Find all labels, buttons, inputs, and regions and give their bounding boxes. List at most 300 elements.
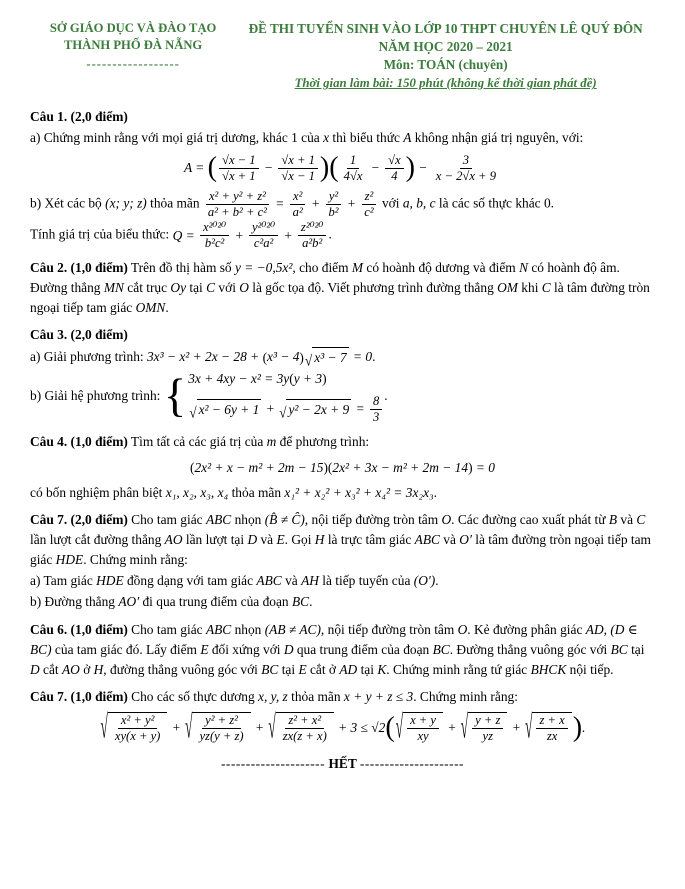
inline-math: B: [608, 512, 618, 527]
cau7a-parta: [30, 571, 655, 591]
exam-title: ĐỀ THI TUYỂN SINH VÀO LỚP 10 THPT CHUYÊN LÊ QUÝ ĐÔN: [248, 21, 643, 36]
paren-group: [208, 153, 330, 184]
inline-math: ABC: [205, 621, 232, 637]
math-fragment: yz(y + z): [199, 728, 244, 743]
plain-text: và: [617, 512, 637, 527]
fraction: [361, 189, 376, 220]
math-fragment: c²a²: [253, 236, 274, 251]
fraction: [205, 189, 270, 220]
inline-math: HDE: [55, 552, 84, 568]
inline-math: D: [30, 661, 40, 677]
plain-text: có hoành độ dương và điểm: [363, 260, 520, 276]
math-fragment: y² + z²: [205, 712, 238, 727]
open-paren: (: [289, 371, 294, 387]
math-fragment: y²: [328, 188, 339, 203]
fraction: [112, 713, 164, 744]
math-fragment: x² + y²: [120, 712, 155, 727]
math-fragment: x² + y² + z²: [208, 188, 266, 203]
math-fragment: = 0: [472, 459, 495, 475]
inline-math: ABC: [256, 573, 282, 589]
numerator: [118, 713, 157, 729]
math-fragment: Q =: [172, 227, 199, 243]
math-fragment: −: [367, 160, 384, 176]
numerator: [298, 220, 327, 236]
plain-text: và: [257, 532, 277, 548]
plain-text: tại: [357, 661, 378, 677]
bold-text: Câu 7. (1,0 điểm): [30, 688, 128, 704]
denominator: [278, 169, 318, 184]
plain-text: cắt ở: [306, 661, 340, 677]
plain-text: Trên đồ thị hàm số: [127, 260, 235, 276]
numerator: [385, 153, 404, 169]
inline-math: y = −0,5x²: [234, 260, 293, 276]
radical-sign: [460, 708, 469, 746]
math-fragment: =: [352, 401, 368, 417]
plain-text: Tính giá trị của biểu thức:: [30, 226, 173, 242]
inline-math: K: [377, 661, 387, 677]
math-row: [339, 153, 406, 184]
inline-math: O: [441, 512, 452, 527]
close-paren: ): [323, 460, 328, 476]
math-fragment: √x − 1: [281, 168, 315, 183]
radical-sign: [185, 708, 193, 746]
math-fragment: z²⁰²⁰: [300, 220, 324, 235]
cau1b-q: [30, 220, 655, 251]
plain-text: .: [372, 348, 376, 364]
math-fragment: +: [508, 719, 525, 735]
math-fragment: x² − 6y + 1: [198, 401, 260, 417]
plain-text: , nội tiếp đường tròn tâm: [304, 512, 442, 527]
math-fragment: 2x² + x − m² + 2m − 15: [194, 459, 324, 475]
fraction: [472, 713, 503, 744]
radical-sign: [268, 708, 276, 746]
radicand: [468, 712, 507, 744]
plain-text: nội tiếp.: [566, 661, 614, 677]
cau7a-heading: [30, 510, 655, 570]
plain-text: . Đường thẳng vuông góc với: [449, 641, 611, 657]
math-fragment: yz: [482, 728, 493, 743]
fraction: [407, 713, 439, 744]
square-root: [279, 399, 351, 420]
plain-text: , cho điểm: [292, 260, 352, 276]
inline-math: AO′: [118, 594, 140, 610]
cau3b: [30, 369, 655, 425]
denominator: [544, 729, 560, 744]
cau2: [30, 258, 655, 318]
radical-glyph: √: [189, 403, 197, 421]
fraction: [325, 189, 341, 220]
plain-text: Cho các số thực dương: [127, 688, 259, 704]
numerator: [206, 189, 269, 205]
cau4-formula: [30, 457, 655, 478]
fraction: [290, 189, 306, 220]
math-fragment: √x: [388, 152, 401, 167]
time-limit-line: Thời gian làm bài: 150 phút (không kể thời gian phát đề): [294, 76, 597, 91]
numerator: [370, 394, 382, 410]
denominator: [388, 169, 400, 184]
radical-glyph: √: [525, 708, 533, 746]
plain-text: là gốc tọa độ. Viết phương trình đường thẳng: [248, 280, 498, 296]
plain-text: Cho tam giác: [127, 621, 206, 637]
numerator: [362, 189, 377, 205]
inline-math: D: [283, 641, 294, 657]
cau1b-text: [30, 189, 655, 220]
inline-math: AD: [339, 661, 358, 677]
fraction: [341, 153, 366, 184]
bold-text: Câu 3. (2,0 điểm): [30, 327, 128, 343]
cau4-heading: [30, 432, 655, 452]
math-fragment: c²: [364, 204, 374, 219]
math-fragment: z²: [364, 188, 374, 203]
open-paren: (: [327, 460, 333, 476]
math-fragment: +: [307, 195, 324, 211]
paren-group: [190, 458, 328, 478]
denominator: [251, 236, 276, 251]
numerator: [347, 153, 359, 169]
denominator: [325, 205, 341, 220]
inline-math: AH: [301, 573, 319, 589]
plain-text: .: [165, 300, 169, 316]
plain-text: qua trung điểm của đoạn: [293, 641, 433, 657]
math-fragment: z + x: [539, 712, 565, 727]
radical-glyph: √: [460, 708, 469, 746]
subject-line: Môn: TOÁN (chuyên): [383, 56, 508, 72]
system-brace: {: [163, 370, 187, 423]
inline-math: AD: [585, 621, 604, 637]
numerator: [285, 713, 324, 729]
inline-math: N: [519, 260, 529, 276]
radical-sign: [100, 708, 108, 746]
inline-math: OM: [497, 280, 518, 296]
plain-text: .: [328, 226, 332, 242]
plain-text: . Các đường cao xuất phát từ: [451, 512, 609, 527]
math-fragment: a²b²: [302, 236, 323, 251]
fraction: [219, 153, 259, 184]
open-paren: (: [262, 349, 268, 365]
plain-text: thỏa mãn: [146, 195, 203, 211]
math-fragment: 3: [462, 152, 470, 167]
radical-sign: [189, 399, 196, 420]
math-fragment: 4: [391, 168, 398, 183]
square-root: [100, 708, 168, 746]
math-fragment: zx: [546, 728, 558, 743]
inline-math: C: [541, 280, 551, 296]
plain-text: là trực tâm giác: [324, 532, 415, 548]
inline-math: H: [314, 532, 325, 548]
school-year: NĂM HỌC 2020 – 2021: [378, 38, 513, 54]
math-row: [188, 394, 384, 425]
plain-text: và: [439, 532, 460, 548]
fraction: [433, 153, 499, 184]
math-row: [294, 369, 322, 389]
cau6: [30, 620, 655, 680]
radical-glyph: √: [304, 351, 313, 369]
cau3a: [30, 347, 655, 368]
inline-math: x, y, z: [258, 688, 288, 704]
radical-sign: [305, 347, 312, 368]
cau1a-text: [30, 128, 655, 148]
bold-text: Câu 7. (2,0 điểm): [30, 512, 128, 527]
plain-text: với: [215, 280, 240, 296]
math-fragment: a² + b² + c²: [207, 204, 267, 219]
radical-glyph: √: [100, 708, 108, 746]
inline-math: MN: [103, 280, 124, 296]
paren-group: [328, 458, 473, 478]
close-paren: ): [299, 349, 304, 365]
radical-glyph: √: [268, 708, 276, 746]
math-fragment: −: [415, 160, 431, 176]
radical-sign: [395, 708, 404, 746]
end-label: HẾT: [328, 755, 357, 771]
end-of-exam-line: [30, 754, 655, 774]
math-fragment: +: [343, 195, 360, 211]
plain-text: a) Chứng minh rằng với mọi giá trị dương, khác 1 của: [30, 129, 324, 145]
math-fragment: + 3 ≤ √2: [334, 719, 386, 735]
fraction: [385, 153, 404, 184]
radical-sign: [279, 399, 286, 420]
numerator: [249, 220, 278, 236]
inline-math: E: [200, 641, 209, 657]
inline-math: BHCK: [530, 661, 567, 677]
department-line2: THÀNH PHỐ ĐÀ NẴNG: [64, 38, 203, 52]
plain-text: . Chứng minh rằng tứ giác: [386, 661, 531, 677]
radicand: [192, 712, 250, 744]
inline-math: ABC: [205, 512, 232, 527]
numerator: [326, 189, 341, 205]
plain-text: là tâm đường tròn ngoại tiếp tam giác: [30, 532, 651, 568]
plain-text: b) Giải hệ phương trình:: [30, 387, 164, 403]
paren-group: [263, 347, 304, 367]
inline-math: AO: [164, 532, 183, 548]
fraction: [536, 713, 567, 744]
plain-text: với: [378, 195, 403, 211]
denominator: [219, 169, 259, 184]
square-root: [460, 708, 508, 746]
plain-text: nhọn: [231, 512, 265, 527]
plain-text: đồng dạng với tam giác: [123, 573, 257, 589]
math-fragment: y + z: [475, 712, 501, 727]
cau7b-formula: [30, 708, 655, 746]
plain-text: cắt: [39, 661, 62, 677]
math-fragment: +: [262, 401, 279, 417]
inline-math: (D ∈ BC): [30, 621, 638, 657]
square-root: [189, 399, 261, 420]
end-dashes-left: ---------------------: [220, 755, 326, 771]
plain-text: b) Đường thẳng: [30, 594, 119, 610]
inline-math: (B̂ ≠ Ĉ): [264, 512, 305, 527]
plain-text: thì biểu thức: [329, 129, 404, 145]
plain-text: a) Tam giác: [30, 573, 97, 589]
plain-text: để phương trình:: [276, 433, 370, 449]
plain-text: , đường thẳng vuông góc với: [103, 661, 262, 677]
denominator: [290, 205, 306, 220]
close-paren: ): [572, 711, 583, 743]
plain-text: .: [384, 387, 388, 403]
plain-text: ở: [79, 661, 94, 677]
paren-group: [329, 153, 415, 184]
header-rule: ------------------: [86, 57, 180, 71]
inline-math: E: [298, 661, 307, 677]
numerator: [472, 713, 503, 729]
denominator: [112, 729, 164, 744]
math-fragment: =: [271, 195, 288, 211]
inline-math: D: [247, 532, 258, 548]
plain-text: .: [309, 594, 313, 610]
denominator: [205, 205, 270, 220]
header-right-block: [236, 20, 655, 93]
equation-system: [163, 369, 388, 425]
close-paren: ): [322, 371, 327, 387]
fraction: [280, 713, 330, 744]
math-fragment: x − 2√x + 9: [435, 168, 496, 183]
math-fragment: 3: [372, 409, 380, 424]
inline-math: BC: [610, 641, 628, 657]
radical-glyph: √: [185, 708, 193, 746]
square-root: [305, 347, 349, 368]
inline-math: O: [457, 621, 468, 637]
open-paren: (: [385, 711, 395, 743]
close-paren: ): [405, 152, 416, 184]
plain-text: . Gọi: [284, 532, 315, 548]
math-row: [332, 458, 468, 478]
open-paren: (: [190, 460, 195, 476]
close-paren: ): [468, 460, 473, 476]
numerator: [536, 713, 567, 729]
math-fragment: √x − 1: [222, 152, 256, 167]
department-line1: SỞ GIÁO DỤC VÀ ĐÀO TẠO: [49, 21, 217, 35]
plain-text: thỏa mãn: [287, 688, 344, 704]
exam-header: [30, 20, 655, 93]
cau1-heading: [30, 107, 655, 127]
math-fragment: 3x³ − x² + 2x − 28 +: [146, 349, 263, 365]
cau4-condition: [30, 483, 655, 503]
inline-math: C: [206, 280, 216, 296]
inline-math: (x; y; z): [105, 195, 147, 211]
math-fragment: +: [251, 719, 268, 735]
plain-text: thỏa mãn: [228, 484, 285, 500]
plain-text: .: [435, 573, 439, 589]
math-fragment: x³ − 7: [314, 349, 347, 365]
denominator: [202, 236, 227, 251]
math-fragment: −: [260, 160, 277, 176]
plain-text: lần lượt tại: [182, 532, 248, 548]
inline-math: m: [266, 433, 277, 449]
radicand: [108, 712, 168, 744]
math-row: [194, 458, 323, 478]
inline-math: H: [93, 661, 104, 677]
plain-text: là tiếp tuyến của: [318, 573, 414, 589]
plain-text: . Chứng minh rằng:: [413, 688, 518, 704]
inline-math: x₁, x₂, x₃, x₄: [165, 484, 229, 500]
fraction: [196, 713, 246, 744]
math-fragment: a²: [292, 204, 303, 219]
open-paren: (: [207, 152, 218, 184]
math-fragment: √x + 1: [222, 168, 256, 183]
radicand: [532, 712, 571, 744]
square-root: [395, 708, 443, 746]
math-fragment: +: [231, 227, 247, 243]
denominator: [361, 205, 376, 220]
math-fragment: +: [168, 719, 185, 735]
inline-math: (O′): [413, 573, 436, 589]
cau7b-heading: [30, 687, 655, 707]
math-fragment: .: [582, 719, 586, 735]
bold-text: Câu 1. (2,0 điểm): [30, 108, 128, 124]
plain-text: đối xứng với: [208, 641, 284, 657]
denominator: [414, 729, 431, 744]
math-row: [217, 153, 320, 184]
plain-text: cắt trục: [123, 280, 171, 296]
inline-math: A: [403, 129, 412, 145]
plain-text: tại: [186, 280, 207, 296]
denominator: [299, 236, 325, 251]
fraction: [249, 220, 278, 251]
inline-math: ABC: [414, 532, 440, 548]
bold-text: Câu 6. (1,0 điểm): [30, 621, 128, 637]
math-row: [190, 458, 495, 478]
inline-math: a, b, c: [402, 195, 436, 211]
math-fragment: y + 3: [293, 370, 323, 386]
numerator: [219, 153, 259, 169]
numerator: [278, 153, 318, 169]
math-fragment: 8: [372, 394, 380, 409]
math-fragment: 1: [349, 152, 357, 167]
inline-math: HDE: [96, 573, 124, 589]
denominator: [341, 169, 366, 184]
math-fragment: A =: [184, 160, 208, 176]
radical-sign: [525, 708, 533, 746]
plain-text: . Chứng minh rằng:: [83, 552, 188, 568]
bold-text: Câu 2. (1,0 điểm): [30, 260, 128, 276]
radicand: [403, 712, 443, 744]
math-fragment: = 0: [349, 349, 373, 365]
inline-math: E: [276, 532, 285, 548]
plain-text: Tìm tất cả các giá trị của: [127, 433, 267, 449]
math-row: [100, 708, 586, 746]
bold-text: Câu 4. (1,0 điểm): [30, 433, 128, 449]
inline-math: BC: [432, 641, 450, 657]
inline-math: x + y + z ≤ 3: [343, 688, 414, 704]
radicand: [276, 712, 334, 744]
inline-math: OMN: [135, 300, 166, 316]
exam-body: [30, 107, 655, 744]
system-rows: [188, 369, 384, 425]
fraction: [200, 220, 229, 251]
plain-text: khi: [517, 280, 542, 296]
math-fragment: 2x² + 3x − m² + 2m − 14: [332, 459, 469, 475]
header-left-block: [30, 20, 236, 93]
cau3-heading: [30, 325, 655, 345]
math-fragment: b²: [328, 204, 339, 219]
paren-group: [289, 369, 326, 389]
plain-text: lần lượt cắt đường thẳng: [30, 532, 165, 548]
math-fragment: xy: [417, 728, 429, 743]
math-fragment: x + y: [410, 712, 437, 727]
plain-text: . Kẻ đường phân giác: [467, 621, 586, 637]
inline-math: BC: [291, 594, 310, 610]
radical-glyph: √: [279, 403, 287, 421]
math-row: [267, 347, 299, 367]
numerator: [202, 713, 241, 729]
math-row: [172, 220, 332, 251]
math-fragment: xy(x + y): [114, 728, 161, 743]
plain-text: có bốn nghiệm phân biệt: [30, 484, 166, 500]
math-fragment: y² − 2x + 9: [288, 401, 350, 417]
math-fragment: zx(z + x): [282, 728, 327, 743]
plain-text: đi qua trung điểm của đoạn: [139, 594, 292, 610]
math-row: [188, 369, 326, 389]
plain-text: a) Giải phương trình:: [30, 348, 147, 364]
